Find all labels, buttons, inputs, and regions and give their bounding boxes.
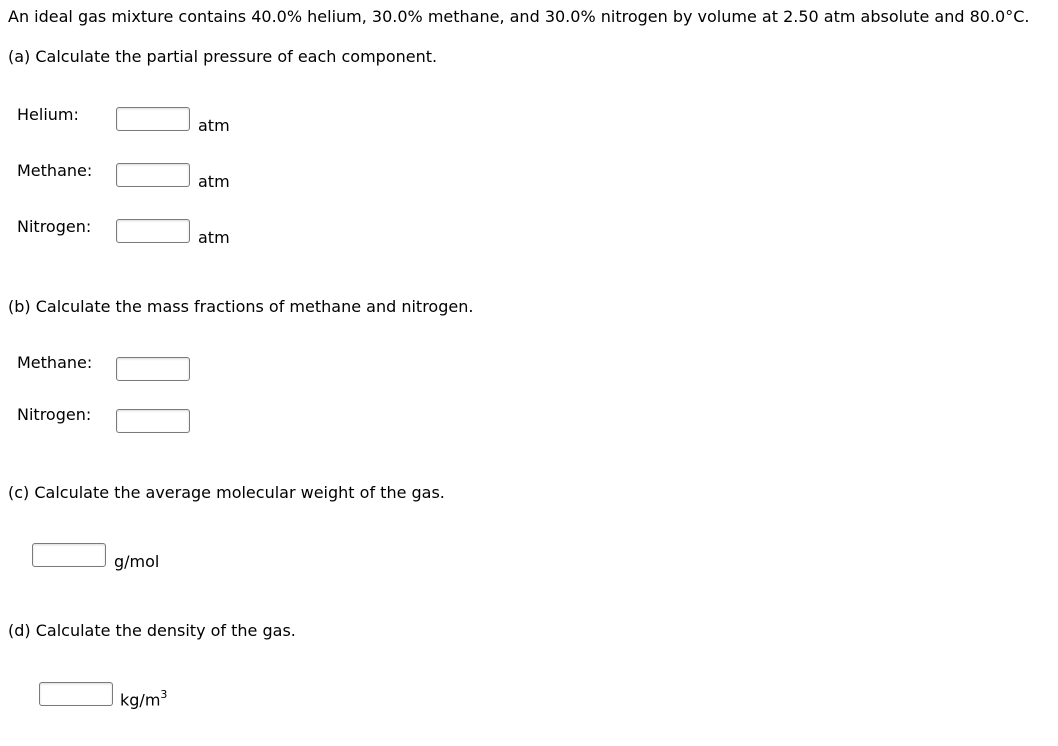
- part-d-unit-base: kg/m: [120, 690, 161, 710]
- part-d-unit: [120, 689, 167, 709]
- part-a-methane-unit: atm: [198, 172, 230, 191]
- nitrogen-mass-fraction-input[interactable]: [116, 409, 190, 433]
- part-c-prompt: (c) Calculate the average molecular weight of the gas.: [8, 483, 445, 502]
- part-b-prompt: (b) Calculate the mass fractions of methane and nitrogen.: [8, 297, 474, 316]
- part-a-helium-label: Helium:: [17, 105, 79, 124]
- gas-density-input[interactable]: [39, 682, 113, 706]
- average-molecular-weight-input[interactable]: [32, 543, 106, 567]
- part-a-prompt: (a) Calculate the partial pressure of each component.: [8, 47, 438, 66]
- part-b-nitrogen-label: Nitrogen:: [17, 405, 92, 424]
- part-c-unit: g/mol: [114, 552, 160, 571]
- part-d-prompt: (d) Calculate the density of the gas.: [8, 621, 296, 640]
- methane-partial-pressure-input[interactable]: [116, 163, 190, 187]
- part-a-helium-unit: atm: [198, 116, 230, 135]
- part-b-methane-label: Methane:: [17, 353, 93, 372]
- part-a-methane-label: Methane:: [17, 161, 93, 180]
- problem-statement: An ideal gas mixture contains 40.0% helium, 30.0% methane, and 30.0% nitrogen by volume at 2.50 atm absolute and 80.0°C.: [8, 7, 1030, 26]
- part-a-nitrogen-label: Nitrogen:: [17, 217, 92, 236]
- part-a-nitrogen-unit: atm: [198, 228, 230, 247]
- methane-mass-fraction-input[interactable]: [116, 357, 190, 381]
- nitrogen-partial-pressure-input[interactable]: [116, 219, 190, 243]
- part-d-unit-exponent: 3: [160, 688, 168, 701]
- helium-partial-pressure-input[interactable]: [116, 107, 190, 131]
